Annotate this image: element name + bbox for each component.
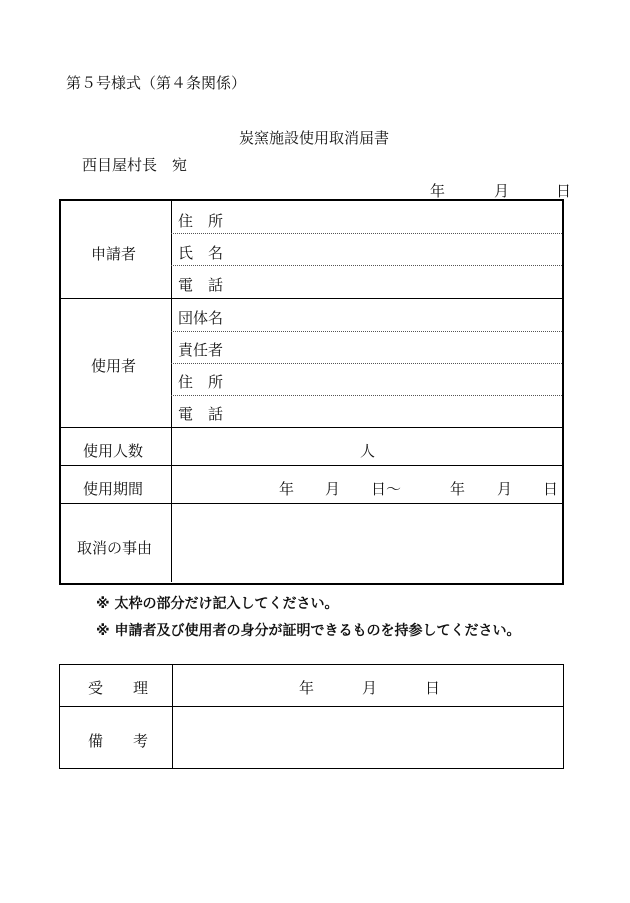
note-bold-frame: ※ 太枠の部分だけ記入してください。	[96, 596, 339, 612]
addressee: 西目屋村長 宛	[82, 156, 188, 174]
num-users-unit: 人	[360, 442, 376, 460]
column-divider	[172, 665, 173, 768]
remarks-label: 備 考	[88, 732, 149, 750]
period-from-year: 年	[279, 480, 295, 498]
reason-label: 取消の事由	[77, 539, 153, 557]
period-label: 使用期間	[83, 480, 144, 498]
reception-day: 日	[425, 679, 441, 697]
dotted-rule	[171, 363, 562, 364]
user-label: 使用者	[91, 357, 137, 375]
section-rule	[61, 298, 562, 299]
column-divider	[171, 201, 172, 582]
user-responsible-label: 責任者	[178, 341, 224, 359]
period-to-year: 年	[450, 480, 466, 498]
date-year-label: 年	[430, 182, 446, 200]
applicant-phone-label: 電 話	[178, 276, 224, 294]
note-id-required: ※ 申請者及び使用者の身分が証明できるものを持参してください。	[96, 623, 521, 639]
reception-label: 受 理	[88, 679, 149, 697]
dotted-rule	[171, 233, 562, 234]
row-rule	[60, 706, 563, 707]
reception-month: 月	[362, 679, 378, 697]
dotted-rule	[171, 331, 562, 332]
date-month-label: 月	[494, 182, 510, 200]
user-phone-label: 電 話	[178, 405, 224, 423]
form-number: 第５号様式（第４条関係）	[66, 74, 247, 92]
dotted-rule	[171, 395, 562, 396]
dotted-rule	[171, 265, 562, 266]
period-from-month: 月	[325, 480, 341, 498]
applicant-name-label: 氏 名	[178, 244, 224, 262]
document-title: 炭窯施設使用取消届書	[239, 129, 390, 147]
application-form-table	[59, 199, 564, 585]
period-to-month: 月	[497, 480, 513, 498]
period-to-day: 日	[543, 480, 559, 498]
section-rule	[61, 427, 562, 428]
section-rule	[61, 503, 562, 504]
applicant-label: 申請者	[91, 245, 137, 263]
section-rule	[61, 465, 562, 466]
office-use-table	[59, 664, 564, 769]
reception-year: 年	[299, 679, 315, 697]
period-from-day: 日〜	[371, 480, 402, 498]
user-group-label: 団体名	[178, 309, 224, 327]
date-day-label: 日	[556, 182, 572, 200]
user-address-label: 住 所	[178, 373, 224, 391]
applicant-address-label: 住 所	[178, 212, 224, 230]
num-users-label: 使用人数	[83, 442, 144, 460]
